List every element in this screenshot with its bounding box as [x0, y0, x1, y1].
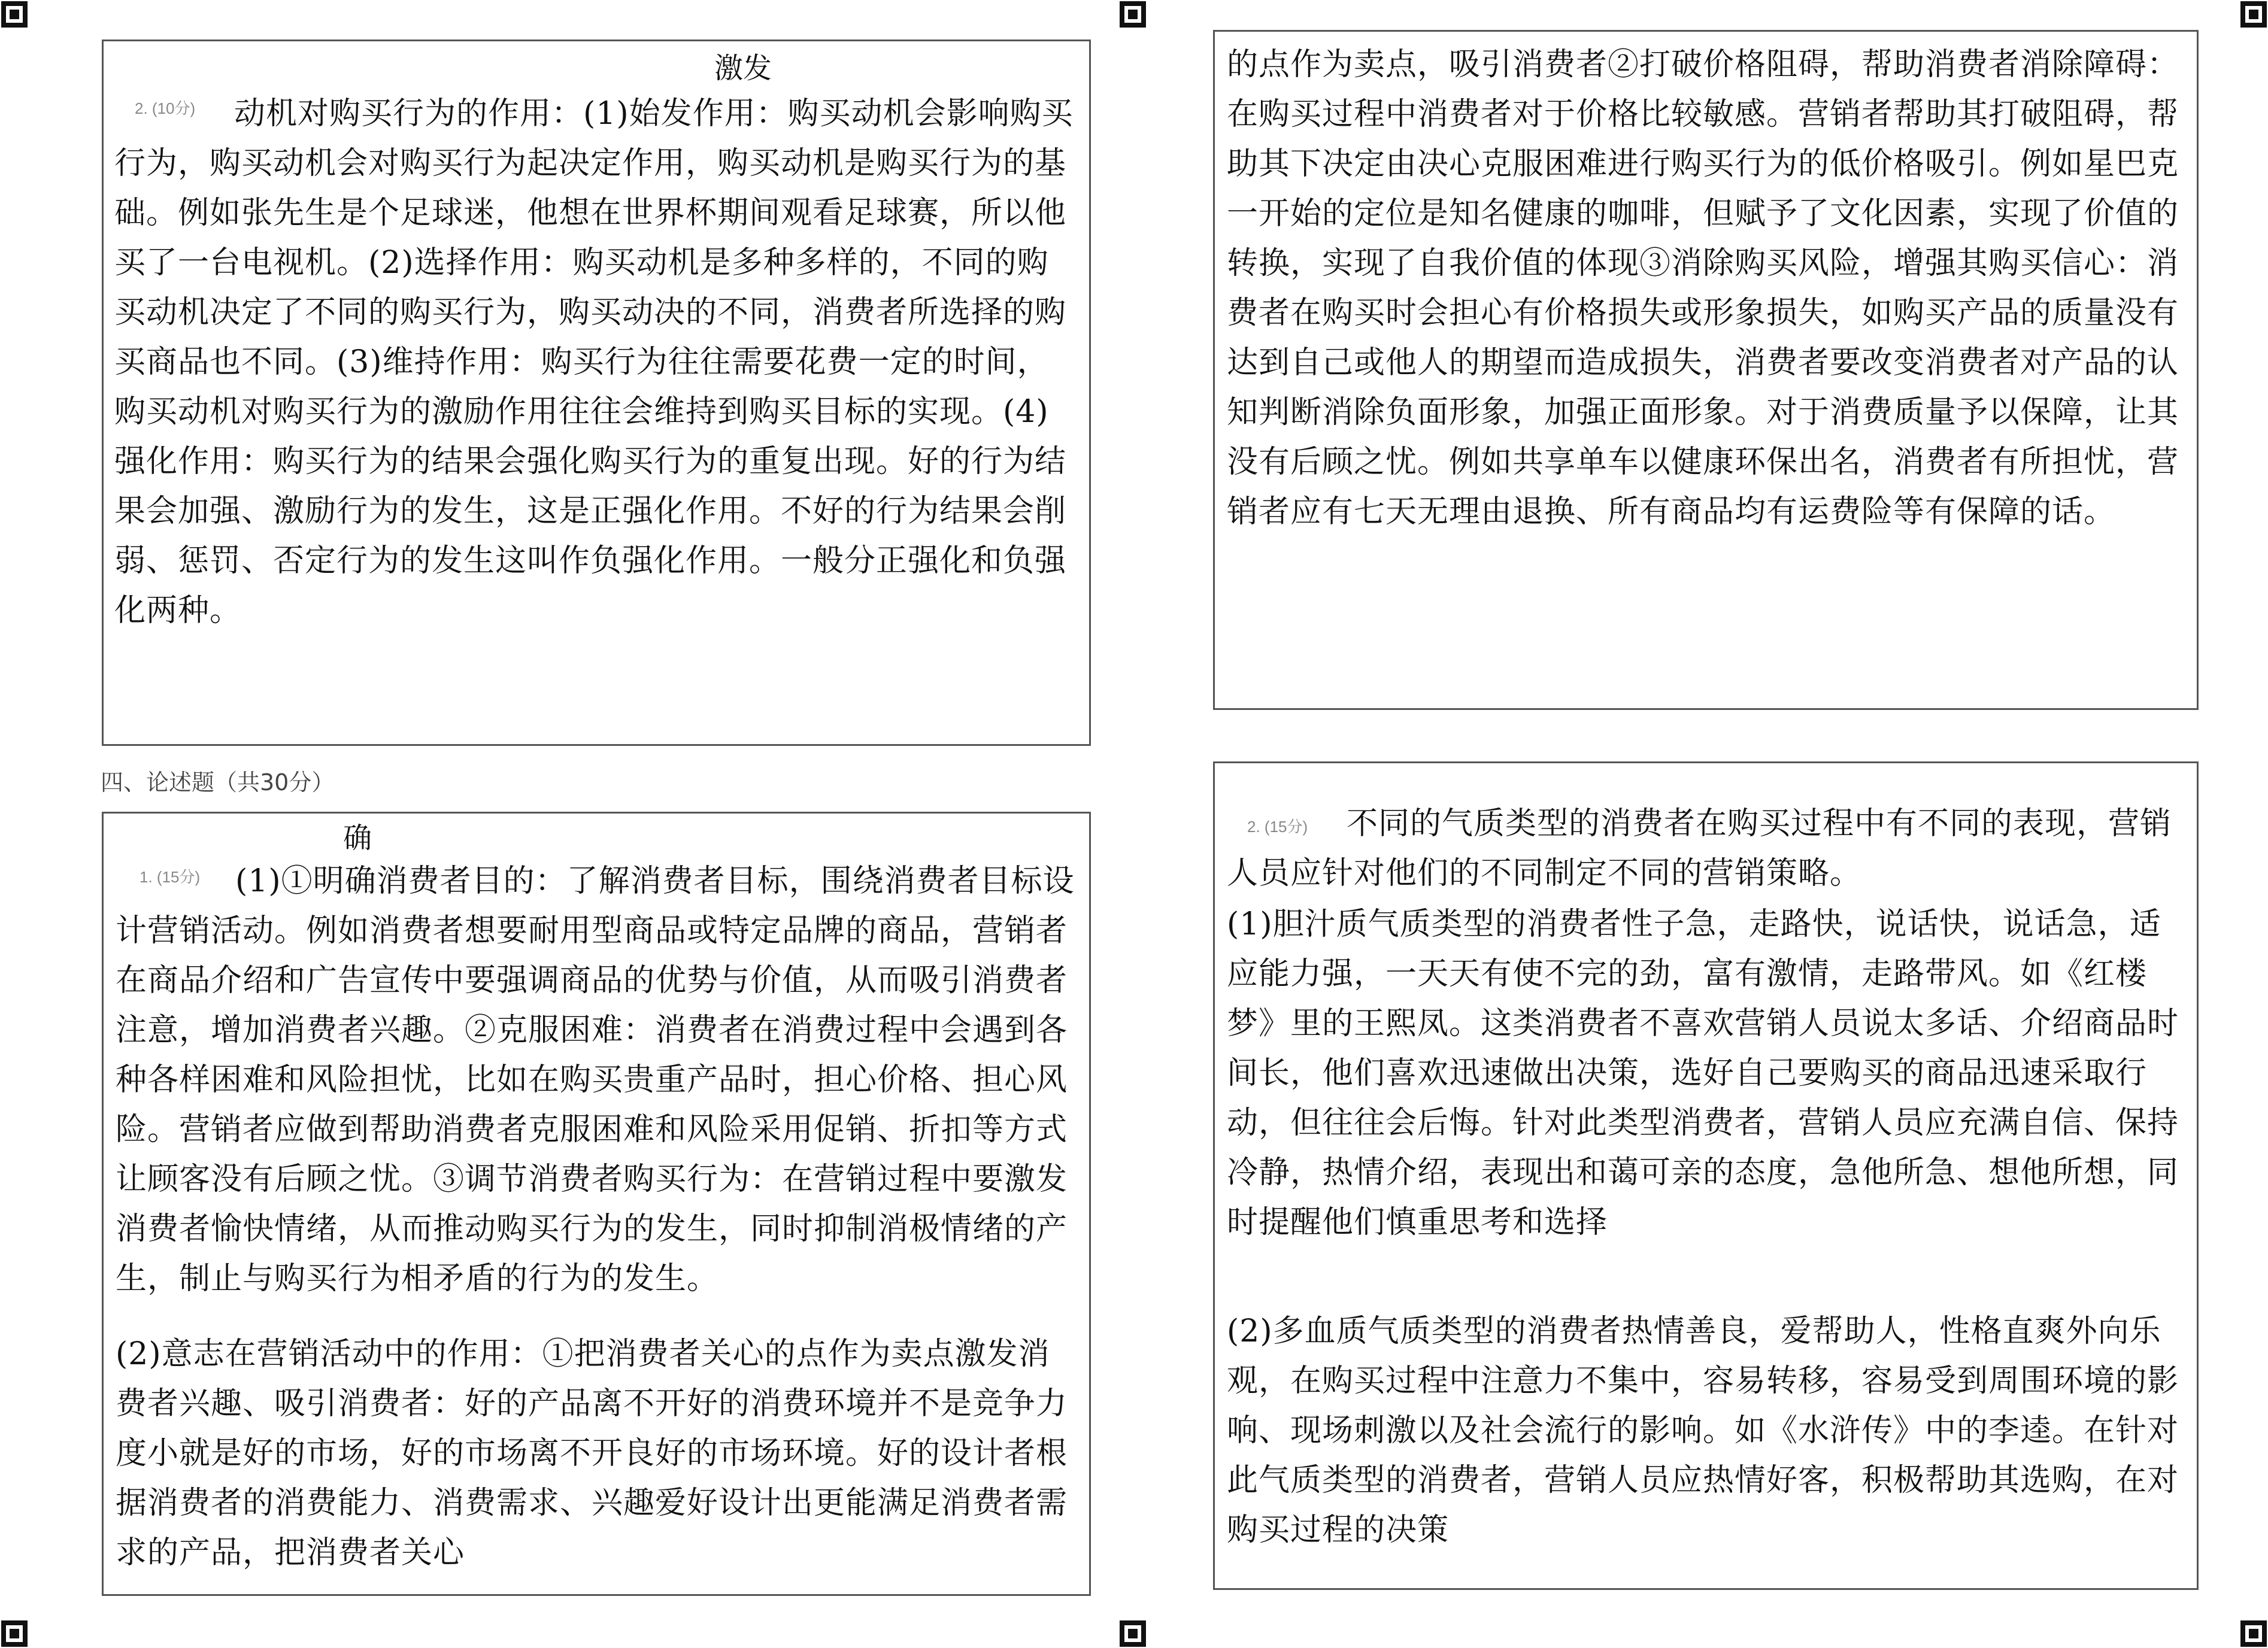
handwritten-answer-text: 的点作为卖点，吸引消费者②打破价格阻碍，帮助消费者消除障碍：在购买过程中消费者对于价格比较敏感。营销者帮助其打破阻碍，帮助其下决定由决心克服困难进行购买行为的低价格吸引。例如星巴克一开始的定位是知名健康的咖啡，但赋予了文化因素，实现了价值的转换，实现了自我价值的体现③消除购买风险，增强其购买信心：消费者在购买时会担心有价格损失或形象损失，如购买产品的质量没有达到自己或他人的期望而造成损失，消费者要改变消费者对产品的认知判断消除负面形象，加强正面形象。对于消费质量予以保障，让其没有后顾之忧。例如共享单车以健康环保出名，消费者有所担忧，营销者应有七天无理由退换、所有商品均有运费险等有保障的话。 — [1227, 47, 2179, 530]
handwritten-answer-part-2: (2)多血质气质类型的消费者热情善良，爱帮助人，性格直爽外向乐观，在购买过程中注意力不集中，容易转移，容易受到周围环境的影响、现场刺激以及社会流行的影响。如《水浒传》中的李逵。在针对此气质类型的消费者，营销人员应热情好客，积极帮助其选购，在对购买过程的决策 — [1227, 1313, 2179, 1548]
registration-marker-bottom-center — [1120, 1620, 1146, 1647]
answer-box-q3-2 — [102, 40, 1091, 746]
question-label: 1. (15分) — [140, 868, 201, 886]
handwritten-answer-part-1: (1)胆汁质气质类型的消费者性子急，走路快，说话快，说话急，适应能力强，一天天有使不完的劲，富有激情，走路带风。如《红楼梦》里的王熙凤。这类消费者不喜欢营销人员说太多话、介绍商品时间长，他们喜欢迅速做出决策，选好自己要购买的商品迅速采取行动，但往往会后悔。针对此类型消费者，营销人员应充满自信、保持冷静，热情介绍，表现出和蔼可亲的态度，急他所急、想他所想，同时提醒他们慎重思考和选择 — [1227, 906, 2179, 1240]
handwritten-answer-text: 动机对购买行为的作用：(1)始发作用：购买动机会影响购买行为，购买动机会对购买行为起决定作用，购买动机是购买行为的基础。例如张先生是个足球迷，他想在世界杯期间观看足球赛，所以他买了一台电视机。(2)选择作用：购买动机是多种多样的，不同的购买动机决定了不同的购买行为，购买动决的不同，消费者所选择的购买商品也不同。(3)维持作用：购买行为往往需要花费一定的时间，购买动机对购买行为的激励作用往往会维持到购买目标的实现。(4)强化作用：购买行为的结果会强化购买行为的重复出现。好的行为结果会加强、激励行为的发生，这是正强化作用。不好的行为结果会削弱、惩罚、否定行为的发生这叫作负强化作用。一般分正强化和负强化两种。 — [114, 96, 1074, 629]
handwritten-correction: 激发 — [714, 51, 772, 85]
section-heading: 四、论述题（共30分） — [101, 769, 335, 796]
answer-box-q4-1 — [102, 812, 1091, 1596]
handwritten-correction: 确 — [343, 821, 372, 855]
question-label: 2. (10分) — [135, 99, 196, 117]
question-label: 2. (15分) — [1247, 818, 1308, 836]
registration-marker-top-left — [1, 1, 28, 28]
handwritten-answer-text-part-2: (2)意志在营销活动中的作用：①把消费者关心的点作为卖点激发消费者兴趣、吸引消费者：好的产品离不开好的消费环境并不是竞争力度小就是好的市场，好的市场离不开良好的市场环境。好的设计者根据消费者的消费能力、消费需求、兴趣爱好设计出更能满足消费者需求的产品，把消费者关心 — [116, 1336, 1068, 1571]
registration-marker-top-center — [1120, 1, 1146, 28]
registration-marker-top-right — [2240, 1, 2267, 28]
handwritten-answer-text-part-1: (1)①明确消费者目的：了解消费者目标，围绕消费者目标设计营销活动。例如消费者想要耐用型商品或特定品牌的商品，营销者在商品介绍和广告宣传中要强调商品的优势与价值，从而吸引消费者注意，增加消费者兴趣。②克服困难：消费者在消费过程中会遇到各种各样困难和风险担忧，比如在购买贵重产品时，担心价格、担心风险。营销者应做到帮助消费者克服困难和风险采用促销、折扣等方式让顾客没有后顾之忧。③调节消费者购买行为：在营销过程中要激发消费者愉快情绪，从而推动购买行为的发生，同时抑制消极情绪的产生，制止与购买行为相矛盾的行为的发生。 — [116, 863, 1075, 1297]
answer-box-continuation — [1213, 30, 2199, 710]
registration-marker-bottom-right — [2240, 1620, 2267, 1647]
registration-marker-bottom-left — [1, 1620, 28, 1647]
answer-box-q4-2 — [1213, 761, 2199, 1590]
handwritten-answer-intro: 不同的气质类型的消费者在购买过程中有不同的表现，营销人员应针对他们的不同制定不同的营销策略。 — [1227, 806, 2172, 891]
